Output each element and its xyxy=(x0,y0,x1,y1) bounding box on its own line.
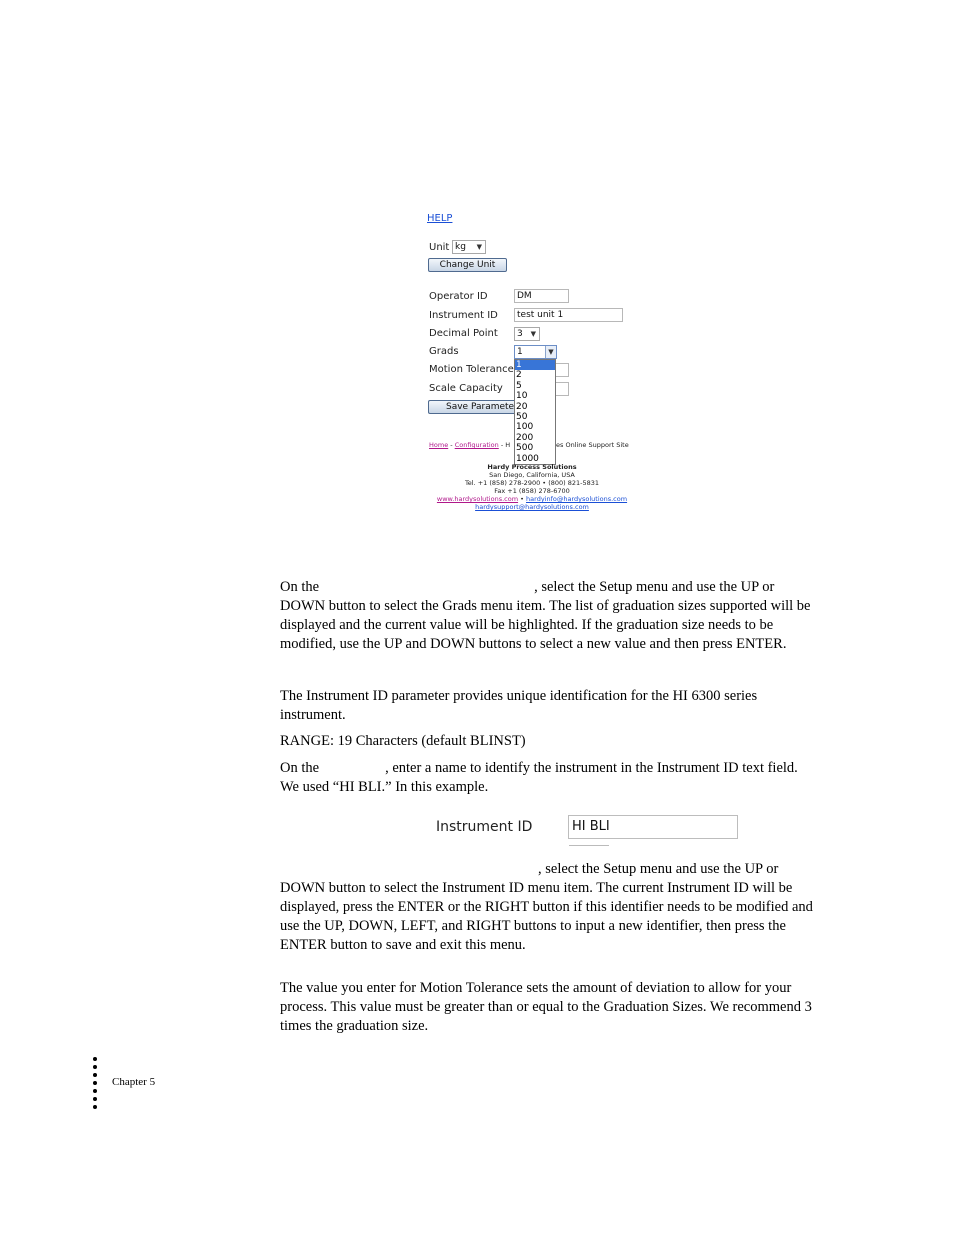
operator-id-label: Operator ID xyxy=(429,291,488,302)
grads-dropdown-list[interactable] xyxy=(514,359,556,465)
scale-capacity-input[interactable] xyxy=(555,382,569,396)
info-email-link[interactable]: hardyinfo@hardysolutions.com xyxy=(526,495,628,503)
paragraph-lead: On the xyxy=(280,579,320,595)
grads-label: Grads xyxy=(429,346,459,357)
support-site-link[interactable]: es Online Support Site xyxy=(556,441,629,449)
motion-tolerance-label: Motion Tolerance xyxy=(429,364,514,375)
example-instrument-id-input: HI BLI xyxy=(568,815,738,839)
paragraph-grads-front-panel xyxy=(280,578,815,654)
paragraph-instrument-id-intro: The Instrument ID parameter provides unique identification for the HI 6300 series instrument. xyxy=(280,688,758,723)
paragraph-instrument-id-web xyxy=(280,759,815,797)
chevron-down-icon[interactable]: ▼ xyxy=(545,346,556,358)
paragraph-body: , enter a name to identify the instrument in the Instrument ID text field. We used “HI BLI.” In this example. xyxy=(280,760,798,795)
change-unit-button[interactable]: Change Unit xyxy=(428,258,507,272)
chevron-down-icon: ▼ xyxy=(476,243,482,251)
grads-value: 1 xyxy=(517,347,523,357)
motion-tolerance-input[interactable] xyxy=(555,363,569,377)
grads-option[interactable]: 5 xyxy=(516,380,522,391)
grads-select[interactable] xyxy=(514,345,557,359)
help-link[interactable]: HELP xyxy=(427,213,453,224)
company-fax: Fax +1 (858) 278-6700 xyxy=(494,487,570,495)
paragraph-motion-tolerance: The value you enter for Motion Tolerance sets the amount of deviation to allow for your process. This value must be greater than or equal to the Graduation Sizes. We recommend 3 times the graduation size. xyxy=(280,980,812,1034)
configuration-link[interactable]: Configuration xyxy=(454,441,499,449)
paragraph-body: , select the Setup menu and use the UP or DOWN button to select the Grads menu item. The list of graduation sizes supported will be displayed and the current value will be highlighted. If the graduation size needs to be modified, use the UP and DOWN buttons to select a new value and then press ENTER. xyxy=(280,579,811,652)
paragraph-range: RANGE: 19 Characters (default BLINST) xyxy=(280,733,526,749)
grads-option[interactable]: 10 xyxy=(516,391,528,402)
company-name: Hardy Process Solutions xyxy=(487,463,577,471)
unit-value: kg xyxy=(455,242,466,252)
chapter-label: Chapter 5 xyxy=(112,1076,156,1088)
grads-option[interactable]: 20 xyxy=(516,401,528,412)
instrument-id-input[interactable]: test unit 1 xyxy=(514,308,623,322)
unit-select[interactable] xyxy=(452,240,486,254)
screenshot-footer-contact xyxy=(430,463,634,511)
save-parameters-button[interactable]: Save Paramete xyxy=(428,400,514,414)
support-email-link[interactable]: hardysupport@hardysolutions.com xyxy=(475,503,589,511)
example-divider xyxy=(569,845,609,846)
decimal-point-select[interactable] xyxy=(514,327,540,341)
decimal-point-value: 3 xyxy=(517,329,523,339)
paragraph-instrument-id-front-panel: , select the Setup menu and use the UP or DOWN button to select the Instrument ID menu item. The current Instrument ID will be displayed, press the ENTER or the RIGHT button if this identifier needs to be modified and use the UP, DOWN, LEFT, and RIGHT buttons to input a new identifier, then press the ENTER button to save and exit this menu. xyxy=(280,861,813,953)
paragraph-lead: On the xyxy=(280,760,320,776)
screenshot-footer-nav xyxy=(429,441,510,449)
grads-option[interactable]: 50 xyxy=(516,411,528,422)
grads-option[interactable]: 200 xyxy=(516,432,534,443)
operator-id-input[interactable]: DM xyxy=(514,289,569,303)
nav-separator: - xyxy=(448,441,455,449)
website-link[interactable]: www.hardysolutions.com xyxy=(436,495,519,503)
home-link[interactable]: Home xyxy=(429,441,449,449)
grads-option[interactable]: 1 xyxy=(515,360,555,370)
link-bullet: • xyxy=(518,495,527,503)
grads-option[interactable]: 500 xyxy=(516,443,534,454)
company-city: San Diego, California, USA xyxy=(489,471,575,479)
example-instrument-id-label: Instrument ID xyxy=(436,819,533,835)
scale-capacity-label: Scale Capacity xyxy=(429,383,503,394)
nav-separator: - H xyxy=(498,441,511,449)
unit-label: Unit xyxy=(429,242,450,253)
chevron-down-icon: ▼ xyxy=(530,330,536,338)
instrument-id-label: Instrument ID xyxy=(429,310,498,321)
decimal-point-label: Decimal Point xyxy=(429,328,498,339)
company-links xyxy=(430,495,634,503)
company-tel: Tel. +1 (858) 278-2900 • (800) 821-5831 xyxy=(464,479,600,487)
grads-option[interactable]: 100 xyxy=(516,422,534,433)
grads-option[interactable]: 1000 xyxy=(516,453,539,464)
grads-option[interactable]: 2 xyxy=(516,370,522,381)
